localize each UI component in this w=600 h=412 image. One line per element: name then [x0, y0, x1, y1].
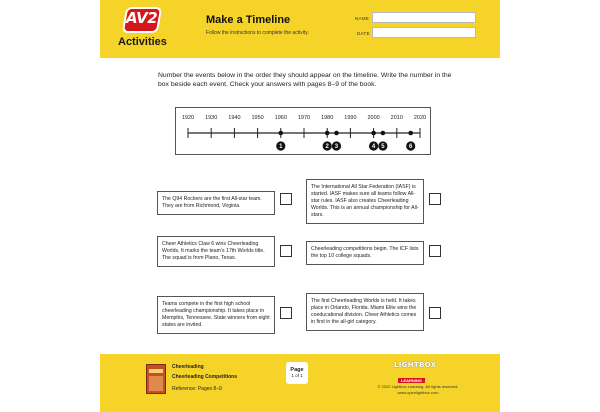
footer-band [100, 354, 500, 412]
page-label: Page [290, 367, 304, 373]
brand-name: LIGHTBOX [394, 361, 437, 369]
answer-box-6[interactable] [429, 307, 441, 319]
answer-box-3[interactable] [280, 245, 292, 257]
event-dot [408, 131, 413, 136]
year-label: 1920 [181, 115, 195, 121]
event-dot [371, 131, 376, 136]
year-label: 1990 [344, 115, 357, 121]
logo-text: AV2 [126, 9, 158, 27]
event-card-5: Teams compete in the first high school cheerleading championship. It takes place in Memphis, Tennessee. State winners from eight states are invited. [157, 296, 275, 334]
logo-subtitle: Activities [118, 36, 167, 48]
copyright-block [375, 384, 461, 396]
header-band [100, 0, 500, 58]
event-marker-label: 1 [279, 144, 283, 150]
answer-box-4[interactable] [429, 245, 441, 257]
event-dot [334, 131, 339, 136]
series-title: Cheerleading Competitions [172, 374, 238, 380]
page-subtitle: Follow the instructions to complete the activity. [206, 30, 309, 36]
event-marker-label: 5 [381, 144, 385, 150]
page-number: 1 of 1 [291, 373, 303, 378]
name-label: NAME [355, 16, 370, 21]
instructions-text: Number the events below in the order they should appear on the timeline. Write the number in the box beside each event. Check your answers with pages 8–9 of the book. [158, 72, 452, 88]
date-label: DATE [357, 31, 370, 36]
year-label: 1950 [251, 115, 264, 121]
worksheet [100, 0, 500, 412]
year-label: 2000 [367, 115, 380, 121]
year-label: 2010 [390, 115, 403, 121]
page-title: Make a Timeline [206, 14, 291, 26]
book-cover-image [146, 364, 166, 394]
book-title: Cheerleading [172, 364, 204, 370]
name-field[interactable] [372, 12, 476, 23]
copyright-text: © 2022 Lightbox Learning. All rights reserved. [377, 384, 459, 389]
event-marker-label: 2 [325, 144, 329, 150]
year-label: 2020 [413, 115, 427, 121]
reference-text: Reference: Pages 8–9 [172, 386, 222, 392]
event-dot [279, 131, 284, 136]
year-label: 1960 [274, 115, 287, 121]
date-field[interactable] [372, 27, 476, 38]
event-card-4: Cheerleading competitions begin. The ICF lists the top 10 college squads. [306, 241, 424, 265]
answer-box-1[interactable] [280, 193, 292, 205]
year-label: 1940 [228, 115, 241, 121]
event-card-3: Cheer Athletics Claw 6 wins Cheerleading Worlds. It marks the team’s 17th Worlds title. The squad is from Plano, Texas. [157, 236, 275, 267]
timeline-graphic [176, 108, 432, 156]
brand-sub: LEARNING [398, 378, 425, 383]
year-label: 1980 [321, 115, 334, 121]
event-marker-label: 4 [371, 144, 376, 150]
page-indicator [286, 362, 308, 384]
event-dot [381, 131, 386, 136]
year-label: 1970 [297, 115, 311, 121]
event-card-2: The International All Star Federation (IASF) is started. IASF makes sure all teams follow All-star rules. IASF also creates Cheerleading Worlds. This is an annual championship for All-stars. [306, 179, 424, 224]
event-marker-label: 6 [409, 144, 413, 150]
event-card-1: The Q94 Rockers are the first All-star team. They are from Richmond, Virginia. [157, 191, 275, 215]
answer-box-5[interactable] [280, 307, 292, 319]
year-label: 1930 [205, 115, 218, 121]
event-card-6: The first Cheerleading Worlds is held. It takes place in Orlando, Florida. Miami Elite wins the coeducational division. Cheer Athletics comes in first in the all-girl category. [306, 293, 424, 331]
av2-logo [114, 7, 172, 53]
event-marker-label: 3 [334, 144, 339, 150]
event-dot [325, 131, 330, 136]
website-link[interactable]: www.openlightbox.com [397, 390, 439, 395]
answer-box-2[interactable] [429, 193, 441, 205]
timeline [175, 107, 431, 155]
